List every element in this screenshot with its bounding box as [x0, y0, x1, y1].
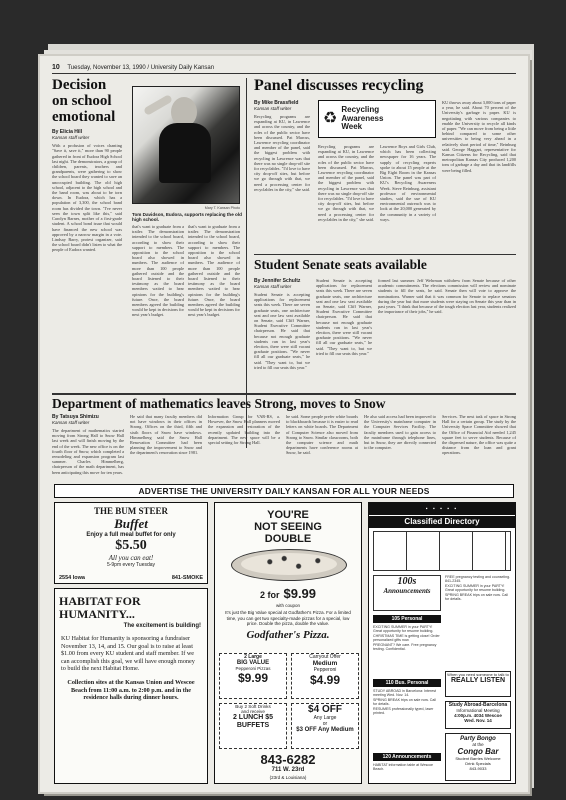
- story-recycling-col4: [442, 100, 516, 252]
- coupon4-sub: or: [322, 721, 328, 727]
- coupon2-mid: Medium: [312, 660, 338, 667]
- coupon2-sub: Pepperoni: [313, 667, 337, 673]
- coupon2-price: $4.99: [309, 673, 341, 687]
- story-math-col6: [442, 414, 516, 480]
- coupon-large-pizzas[interactable]: [219, 653, 287, 699]
- study-line1: Informational Meeting: [456, 708, 500, 713]
- newspaper-page: [40, 56, 528, 792]
- byline-recycling: By Mike Brassfield: [254, 100, 299, 106]
- godfathers-offer: [215, 585, 361, 603]
- coupon-lunch-buffets[interactable]: [219, 703, 287, 749]
- recycling-logo-text: [341, 106, 383, 132]
- coupon2-top: Carryout Offer: [309, 654, 341, 660]
- godfathers-offer-note: with coupon: [275, 603, 301, 608]
- story-recycling-col1: [254, 100, 310, 252]
- page-number: 10: [52, 64, 60, 71]
- congo-line3: Congo Bar: [457, 747, 499, 756]
- classified-index-grid: [373, 531, 511, 571]
- congo-line1: Party Bongo: [460, 736, 496, 742]
- classified-listings-1: [373, 625, 441, 677]
- classified-sub2: Announcements: [383, 587, 431, 595]
- classified-section-business: 110 Bus. Personal: [373, 679, 441, 687]
- recycle-arrows-icon: ♻: [323, 110, 338, 127]
- story-math-col2: [130, 414, 202, 480]
- listing-10: SPRING BREAK trips on sale now. Call for details.: [445, 592, 508, 602]
- bumsteer-line1: Enjoy a full meal buffet for only: [86, 532, 176, 538]
- photo-caption: Tom Davidson, Eudora, supports replacing the old high school.: [132, 212, 242, 222]
- body-math-6: Services. The next task of space in Strong Hall for a certain group. The study by the University Space Committee showed that the Office of Financial Aid needed 1,245 square feet to serve students. Because of the dispersed nature, the office was quite a distance from the loan and grant operations.: [442, 414, 516, 456]
- body-recycling-2: Recycling programs are expanding at KU, in Lawrence and across the country, and the roles of the public sector have been discussed. Pat Marcus, Lawrence recycling coordinator and member of the panel, said the biggest problem with recycling in Lawrence was that there was no single drop-off site for recyclables. "I'd love to have city drop-off sites, but before we go through with that, we need a processing center for recyclables in the city," she said.: [318, 144, 374, 222]
- recycling-logo-line1: Recycling: [341, 105, 380, 115]
- byline-role-education: Kansan staff writer: [52, 135, 90, 141]
- study-title: Study Abroad-Barcelona: [448, 702, 508, 708]
- coupon4-top: $4 OFF: [308, 704, 342, 715]
- listing-5: SPRING BREAK trips on sale now. Call for details.: [373, 697, 436, 707]
- listing-6: RESUMES professionally typed, laser printed.: [373, 706, 434, 716]
- godfathers-phone: 843-6282: [260, 752, 316, 767]
- coupon1-mid: BIG VALUE: [236, 660, 270, 666]
- godfathers-headline2: NOT SEEING: [254, 521, 322, 533]
- story-recycling-col3: [380, 144, 436, 252]
- section-rule-senate: [254, 254, 516, 255]
- story-math-col3: [208, 414, 280, 480]
- classified-section: [368, 502, 516, 784]
- study-line3: Wed. Nov. 14: [464, 718, 492, 723]
- dateline: Tuesday, November 13, 1990 / University Daily Kansan: [67, 65, 215, 71]
- story-senate-col1: [254, 278, 310, 388]
- classified-listings-right: [445, 575, 511, 669]
- body-senate-2: Student Senate is accepting applications for replacement seats this week. There are seven graduate seats, one architecture seat and one law seat available on Senate, said Cliff Warner, Student Executive Committee chairperson. He said that because not enough graduate students ran in last year's election, there were still vacant graduate positions. "We never fill all our graduate seats," he said. "They want to, but we tried to fill our seats this year.": [316, 278, 372, 356]
- advertise-banner: ADVERTISE THE UNIVERSITY DAILY KANSAN FOR ALL YOUR NEEDS: [54, 484, 514, 498]
- ad-habitat: [54, 588, 208, 784]
- godfathers-offer-count: 2 for: [259, 590, 280, 600]
- section-rule-math: [52, 393, 516, 395]
- bumsteer-price: $5.50: [115, 538, 147, 553]
- story-recycling-col2: [318, 144, 374, 252]
- photo-figure-body: [159, 123, 211, 183]
- bumsteer-subtitle: Buffet: [114, 516, 148, 531]
- body-math-1: The department of mathematics started moving from Strong Hall to Snow Hall last week and will finish moving by the end of the week. The new office is on the fourth floor of Snow, which completed a remodeling and expansion program last summer. Charles Himmelberg, chairperson of the math department, has been anticipating this move for ten years.: [52, 428, 124, 475]
- body-recycling-3: Lawrence Boys and Girls Club, which has been collecting newspaper for 16 years. The supply of recycling experts spoke to about 15 people at the Big Eight Room in the Kansas Union. The panel was part of KU's Recycling Awareness Week. Steve Reinburg, assistant professor of environmental studies, said the use of KU environmental outreach was to look at the 20,000 generated by the community in a variety of ways.: [380, 144, 436, 222]
- listing-3: PREGNANT? We care. Free pregnancy testing. Confidential.: [373, 642, 437, 652]
- study-line2: 4:00p.m. 4034 Wescoe: [454, 713, 502, 718]
- headline-education: Decision on school emotional: [52, 78, 116, 125]
- body-math-4: he said. Some people prefer white boards to blackboards because it is easier to read letters on white boards. The Department of Computer Science also moved from Strong to Snow. Similar classrooms, both the computer science and math departments have conference rooms at Snow, he said.: [286, 414, 358, 456]
- habitat-title: HABITAT FOR HUMANITY...: [59, 594, 141, 621]
- bumsteer-hours: 5-9pm every Tuesday: [106, 562, 156, 568]
- story-senate-col2: [316, 278, 372, 388]
- body-recycling-1: Recycling programs are expanding at KU, in Lawrence and across the country, and the roles of the public sector have been discussed. Pat Marcus, Lawrence recycling coordinator and member of the panel, said the biggest problem with recycling in Lawrence was that there was no single drop-off site for recyclables. "I'd love to have city drop-off sites, but before we go through with that, we need a processing center for recyclables in the city," she said.: [254, 114, 310, 192]
- body-math-5: He also said access had been improved to the University's mainframe computer in the Computer Services Facility. The faculty members used to gain access to the mainframe through telephone lines, but in Snow, they are directly connected to the computer.: [364, 414, 436, 451]
- bumsteer-line2: All you can eat!: [108, 554, 154, 562]
- byline-role-math: Kansan staff writer: [52, 420, 90, 425]
- body-math-2: He said that many faculty members did not have windows in their offices in Strong. Offices on the third, fifth and sixth floors of Snow have windows. Himmelberg said the Snow Hall Renovation Committee had been planning the improvement to Snow and the department's renovation since 1981.: [130, 414, 202, 456]
- coupon1-top: 2 Large: [244, 654, 262, 660]
- congo-phone: 843-9033: [469, 766, 487, 771]
- bumsteer-address: 2554 Iowa: [59, 575, 85, 581]
- ad-bum-steer: [54, 502, 208, 584]
- godfathers-blurb: It's just the Big Value special at Godfather's Pizza. For a limited time, you can get two specialty-made pizzas for a special, low price. Double the pizza, double the value.: [225, 610, 351, 626]
- ad-really-listen: [445, 671, 511, 697]
- really-text: When you need someone to talk to: [447, 672, 509, 677]
- byline-education: By Elicia Hill: [52, 129, 83, 136]
- coupon3-mid: and receive: [241, 709, 265, 714]
- classified-listings-2: [373, 689, 441, 749]
- classified-header: Classified Directory: [369, 516, 515, 528]
- listing-1: EXCITING SUMMER in your PARTY! Great opportunity for resume building.: [373, 625, 434, 634]
- story-math-col4: [286, 414, 358, 480]
- coupon3-price: 2 LUNCH $5 BUFFETS: [232, 714, 274, 729]
- godfathers-logo: Godfather's Pizza.: [246, 628, 330, 641]
- story-education-col3: [188, 224, 240, 446]
- coupon-medium-pizza[interactable]: [291, 653, 359, 699]
- listing-7: HABITAT information table at Wescoe Beach.: [373, 763, 434, 772]
- classified-section-announcements: 120 Announcements: [373, 753, 441, 761]
- congo-line4: Student Barries Welcome: [455, 756, 501, 761]
- byline-role-senate: Kansan staff writer: [254, 284, 292, 289]
- body-recycling-4: KU throws away about 3,000 tons of paper a year, he said. About 70 percent of the University's garbage is paper. KU is negotiating with various companies to enable the University to recycle all kinds of paper. "We can move from being a little behind compared to some other universities to being very ahead in a relatively short period of time," Reinburg said. George Haggart, representative for Kansas Citizens for Recycling, said that metropolitan Kansas City produced 1,200 tons of garbage a day and that its landfills were being filled.: [442, 100, 516, 173]
- headline-math: Department of mathematics leaves Strong, moves to Snow: [52, 396, 386, 411]
- congo-line5: Drink Specials: [465, 761, 491, 766]
- habitat-footer: Collection sites at the Kansas Union and Wescoe Beach from 11:00 a.m. to 2:00 p.m. and in the residence halls during dinner hours.: [67, 678, 195, 702]
- headline-recycling: Panel discusses recycling: [254, 77, 424, 94]
- story-senate-col3: [378, 278, 516, 388]
- habitat-subtitle: The excitement is building!: [123, 623, 201, 629]
- story-math-col1: [52, 414, 124, 480]
- coupon-dollars-off[interactable]: [291, 703, 359, 749]
- coupon4-price: $3 OFF Any Medium: [296, 727, 354, 733]
- godfathers-headline1: YOU'RE: [267, 509, 309, 521]
- byline-senate: By Jennifer Schultz: [254, 278, 301, 284]
- story-math-col5: [364, 414, 436, 480]
- coupon1-price: $9.99: [237, 671, 269, 685]
- body-senate-3: formed last summer. Jeff Wehrman withdrew from Senate because of other academic commitments. The elections commission will review and nominate students to fill the seats, he said. Senate then will vote to approve the nominations. Warner said that it was common for Senate to replace senators during the year but that more students were staying on Senate this year than in past years. "I think that because of the tough election last year, students realized the importance of their jobs," he said.: [378, 278, 516, 315]
- listing-8: FREE pregnancy testing and counseling. 841-2345.: [445, 575, 511, 584]
- habitat-text: KU Habitat for Humanity is sponsoring a fundraiser November 13, 14, and 15. Our goal is to raise at least $1.00 from every KU student and staff member. If we can accomplish this goal, we will have enough money to build the next Habitat Home.: [61, 635, 195, 673]
- news-photo: [132, 86, 240, 204]
- body-education-continued: that's want to graduate from a trailer. The demonstration intended to the school board, according to show their support to members. The opposition to the school board also showed in numbers. The audience of more than 100 people gathered outside and the board listened to their testimony as the board members waited to hear opinions for the building's future. Once, the board members agreed the building would be kept in decisions for next year's budget.: [132, 224, 184, 318]
- godfathers-address2: (23rd & Louisiana): [269, 775, 307, 780]
- really-title: REALLY LISTEN: [450, 677, 506, 684]
- godfathers-offer-price: $9.99: [283, 586, 317, 601]
- recycling-week-logo: [318, 100, 436, 138]
- body-math-3: Information Group for VAR-RS, a. However, the Snow Hall planners moved the expansion and restoration of the recently updated building into the department. The new space will be a special setting for Strong Hall.: [208, 414, 280, 446]
- recycling-logo-line3: Week: [341, 122, 363, 132]
- pizza-illustration: [231, 549, 347, 581]
- listing-9: EXCITING SUMMER in your PARTY! Great opportunity for resume building.: [445, 583, 506, 593]
- recycling-logo-line2: Awareness: [341, 113, 384, 123]
- ad-study-abroad: [445, 701, 511, 729]
- body-education-continued-2: that's want to graduate from a trailer. The demonstration intended to the school board, according to show their support to members. The opposition to the school board also showed in numbers. The audience of more than 100 people gathered outside and the board listened to their testimony as the board members waited to hear opinions for the building's future. Once, the board members agreed the building would be kept in decisions for next year's budget.: [188, 224, 240, 318]
- byline-role-recycling: Kansan staff writer: [254, 106, 292, 111]
- listing-4: STUDY ABROAD in Barcelona: Interest meeting Wed. Nov. 14.: [373, 689, 437, 698]
- classified-announcements-box: [373, 575, 441, 611]
- story-education-col2: [132, 224, 184, 446]
- coupon1-sub: Pepperoni Pizzas: [235, 666, 271, 671]
- godfathers-headline3: DOUBLE: [264, 533, 312, 545]
- classified-sub1: 100s: [397, 576, 417, 587]
- coupon4-mid: Any Large: [313, 715, 337, 721]
- headline-senate: Student Senate seats available: [254, 257, 427, 272]
- listing-2: CHRISTMAS TIME is getting close! Order personalized gifts now.: [373, 633, 440, 643]
- body-education: With a profusion of voices chanting "Save it, save it," more than 90 people gathered in front of Eudora High School last night. The demonstrators, a group of children, parents, teachers and grandparents, were gathering to show the school board they wanted to save an unoccupied building. The old high school, adjacent to the high school and the band room, was about to be torn down. In Eudora, which has a population of 3,300, the school band room has divided the town. "I've never seen the town split like this," said Carolyn Barnes, mother of a first-grade student. A school bond issue that would have financed the new school was approved by a narrow margin in a vote. Lindsay Barry, protest organizer, said the school board didn't listen to what the people of Eudora wanted.: [52, 143, 122, 253]
- folio-line: [52, 64, 516, 74]
- classified-masthead: ▪ ▪ ▪ ▪ ▪: [369, 503, 515, 515]
- godfathers-address: 711 W. 23rd: [271, 767, 305, 773]
- classified-section-personal: 105 Personal: [373, 615, 441, 623]
- body-senate-1: Student Senate is accepting applications for replacement seats this week. There are seven graduate seats, one architecture seat and one law seat available on Senate, said Cliff Warner, Student Executive Committee chairperson. He said that because not enough graduate students ran in last year's election, there were still vacant graduate positions. "We never fill all our graduate seats," he said. "They want to, but we tried to fill our seats this year.": [254, 292, 310, 370]
- classified-listings-3: [373, 763, 441, 783]
- photo-credit: Mary T. Kansan Photo: [204, 206, 240, 210]
- ad-godfathers: [214, 502, 362, 784]
- bumsteer-phone: 841-SMOKE: [171, 575, 203, 581]
- coupon3-top: Buy 2 Soft Drinks: [235, 704, 271, 709]
- ad-congo-bar: [445, 733, 511, 781]
- photo-figure-arm: [143, 94, 173, 116]
- bumsteer-title: THE BUM STEER: [93, 506, 169, 516]
- congo-line2: at the: [472, 742, 484, 747]
- byline-math: By Tatsuya Shimizu: [52, 414, 99, 420]
